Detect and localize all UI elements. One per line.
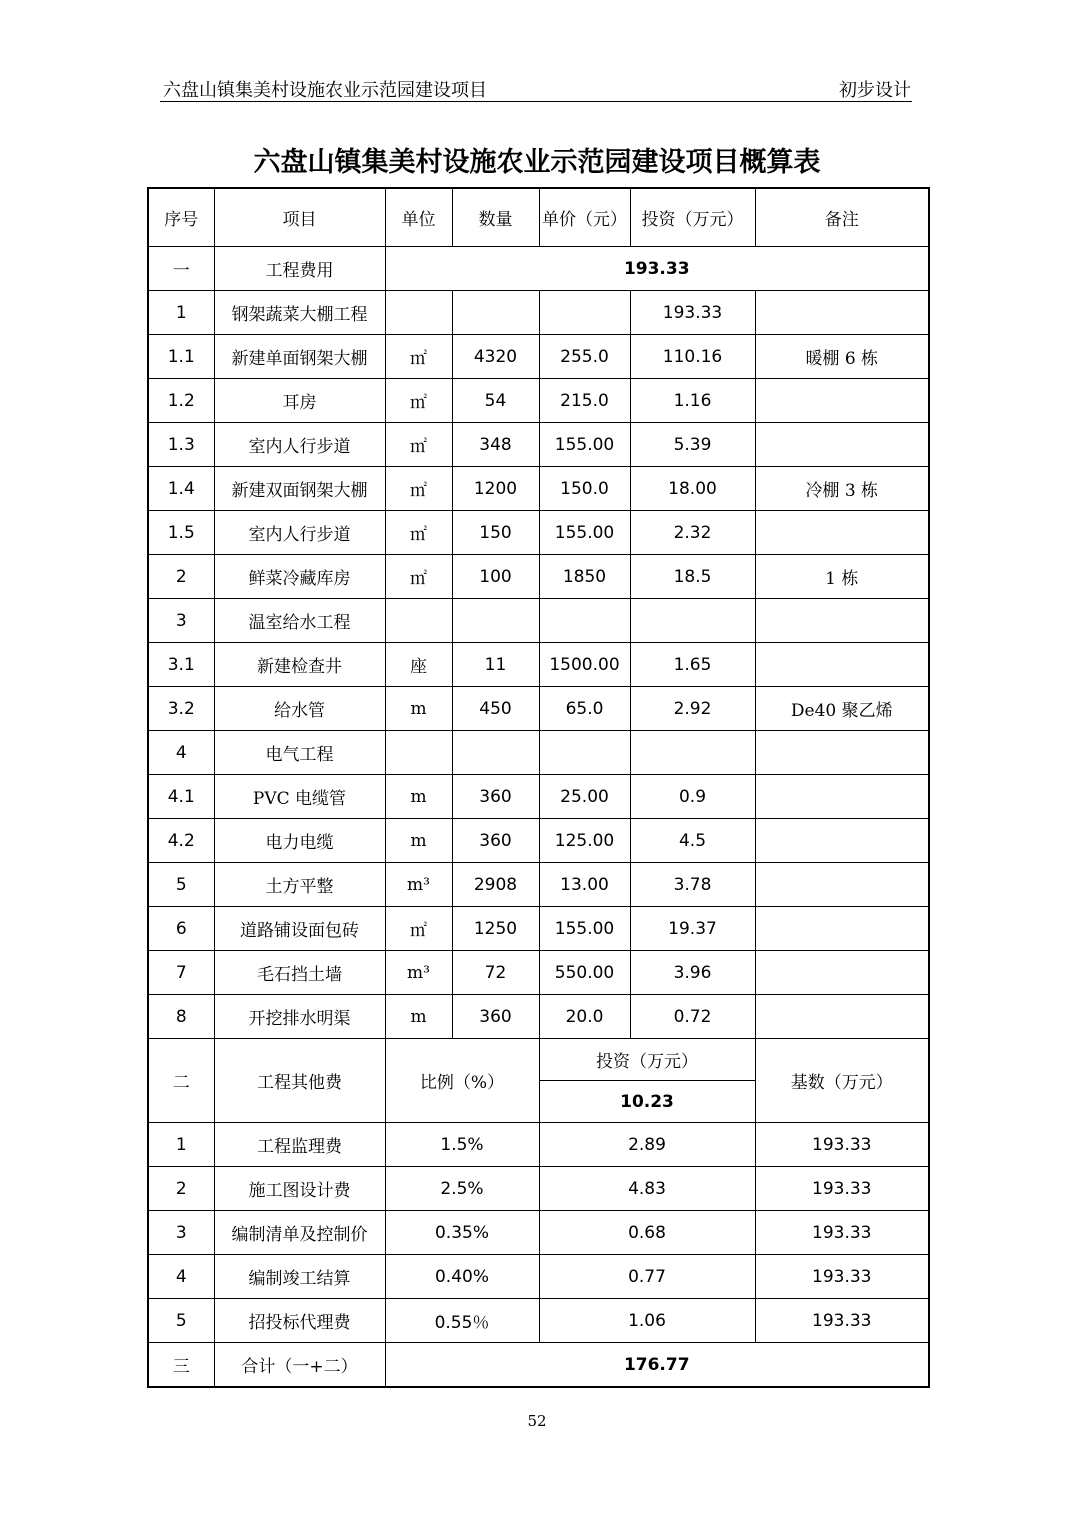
table-row <box>148 687 929 731</box>
item-unit-price: 25.00 <box>539 775 630 819</box>
ratio-header: 比例（%） <box>385 1039 539 1123</box>
item-note: 冷棚 3 栋 <box>755 467 929 511</box>
table-row <box>148 555 929 599</box>
item-quantity <box>452 599 539 643</box>
item-name: 钢架蔬菜大棚工程 <box>214 291 385 335</box>
section-name: 工程其他费 <box>214 1039 385 1123</box>
item-note <box>755 907 929 951</box>
column-header: 序号 <box>148 188 214 247</box>
item-quantity: 1200 <box>452 467 539 511</box>
item-note: 1 栋 <box>755 555 929 599</box>
item-quantity: 4320 <box>452 335 539 379</box>
item-number: 3.2 <box>148 687 214 731</box>
item-ratio: 0.40% <box>385 1255 539 1299</box>
item-quantity: 360 <box>452 995 539 1039</box>
item-unit: ㎡ <box>385 423 452 467</box>
item-name: 给水管 <box>214 687 385 731</box>
table-row <box>148 423 929 467</box>
item-unit-price: 255.0 <box>539 335 630 379</box>
section-row-other-costs <box>148 1039 929 1081</box>
running-header-section: 初步设计 <box>839 80 911 101</box>
item-investment: 4.5 <box>630 819 755 863</box>
item-number: 3.1 <box>148 643 214 687</box>
item-investment: 110.16 <box>630 335 755 379</box>
grand-total: 176.77 <box>385 1343 929 1388</box>
item-note <box>755 599 929 643</box>
item-quantity: 348 <box>452 423 539 467</box>
item-name: 编制竣工结算 <box>214 1255 385 1299</box>
item-name: 温室给水工程 <box>214 599 385 643</box>
item-quantity: 2908 <box>452 863 539 907</box>
column-header: 单价（元） <box>539 188 630 247</box>
item-unit-price <box>539 731 630 775</box>
item-note: 暖棚 6 栋 <box>755 335 929 379</box>
item-number: 7 <box>148 951 214 995</box>
table-row <box>148 643 929 687</box>
page-number: 52 <box>527 1412 547 1430</box>
table-header-row <box>148 188 929 247</box>
item-investment: 3.78 <box>630 863 755 907</box>
item-note <box>755 731 929 775</box>
item-number: 1.3 <box>148 423 214 467</box>
item-investment: 0.77 <box>539 1255 755 1299</box>
item-unit-price: 155.00 <box>539 907 630 951</box>
item-unit-price: 1850 <box>539 555 630 599</box>
table-row <box>148 291 929 335</box>
item-investment: 1.65 <box>630 643 755 687</box>
item-unit-price <box>539 599 630 643</box>
item-unit-price: 20.0 <box>539 995 630 1039</box>
item-quantity: 450 <box>452 687 539 731</box>
item-unit <box>385 599 452 643</box>
item-unit: m <box>385 819 452 863</box>
item-base: 193.33 <box>755 1211 929 1255</box>
item-investment: 0.68 <box>539 1211 755 1255</box>
item-number: 5 <box>148 1299 214 1343</box>
item-base: 193.33 <box>755 1123 929 1167</box>
header-rule <box>160 101 912 102</box>
item-note <box>755 863 929 907</box>
table-row <box>148 1255 929 1299</box>
item-quantity: 72 <box>452 951 539 995</box>
item-number: 2 <box>148 555 214 599</box>
table-row <box>148 731 929 775</box>
item-name: 新建检查井 <box>214 643 385 687</box>
item-unit: m <box>385 995 452 1039</box>
item-unit-price: 155.00 <box>539 511 630 555</box>
item-investment: 18.5 <box>630 555 755 599</box>
table-row <box>148 907 929 951</box>
item-unit: ㎡ <box>385 467 452 511</box>
item-base: 193.33 <box>755 1299 929 1343</box>
item-investment <box>630 731 755 775</box>
table-row <box>148 379 929 423</box>
item-quantity: 54 <box>452 379 539 423</box>
table-row <box>148 863 929 907</box>
item-note <box>755 995 929 1039</box>
item-unit-price: 65.0 <box>539 687 630 731</box>
item-note <box>755 423 929 467</box>
item-investment <box>630 599 755 643</box>
section-name: 合计（一+二） <box>214 1343 385 1388</box>
item-investment: 0.9 <box>630 775 755 819</box>
base-header: 基数（万元） <box>755 1039 929 1123</box>
item-investment: 2.89 <box>539 1123 755 1167</box>
item-unit: m <box>385 775 452 819</box>
item-number: 4 <box>148 1255 214 1299</box>
section-name: 工程费用 <box>214 247 385 291</box>
item-number: 1 <box>148 1123 214 1167</box>
section-row-grand-total <box>148 1343 929 1388</box>
table-row <box>148 467 929 511</box>
item-investment: 4.83 <box>539 1167 755 1211</box>
item-investment: 19.37 <box>630 907 755 951</box>
table-row <box>148 511 929 555</box>
item-unit: m³ <box>385 951 452 995</box>
item-note <box>755 511 929 555</box>
item-unit-price: 150.0 <box>539 467 630 511</box>
item-number: 2 <box>148 1167 214 1211</box>
item-name: 工程监理费 <box>214 1123 385 1167</box>
item-unit-price: 215.0 <box>539 379 630 423</box>
item-ratio: 0.35% <box>385 1211 539 1255</box>
item-unit: ㎡ <box>385 511 452 555</box>
item-number: 1.2 <box>148 379 214 423</box>
item-number: 4.2 <box>148 819 214 863</box>
item-unit-price: 1500.00 <box>539 643 630 687</box>
item-unit: ㎡ <box>385 555 452 599</box>
page-title: 六盘山镇集美村设施农业示范园建设项目概算表 <box>253 147 821 178</box>
item-name: 新建单面钢架大棚 <box>214 335 385 379</box>
section-number: 二 <box>148 1039 214 1123</box>
item-name: 开挖排水明渠 <box>214 995 385 1039</box>
item-base: 193.33 <box>755 1255 929 1299</box>
item-number: 5 <box>148 863 214 907</box>
item-investment: 2.32 <box>630 511 755 555</box>
item-number: 1.5 <box>148 511 214 555</box>
table-row <box>148 819 929 863</box>
table-row <box>148 599 929 643</box>
section-total: 193.33 <box>385 247 929 291</box>
column-header: 投资（万元） <box>630 188 755 247</box>
item-investment: 1.16 <box>630 379 755 423</box>
item-ratio: 1.5% <box>385 1123 539 1167</box>
table-row <box>148 1123 929 1167</box>
item-investment: 5.39 <box>630 423 755 467</box>
table-row <box>148 1299 929 1343</box>
item-number: 6 <box>148 907 214 951</box>
item-name: 电力电缆 <box>214 819 385 863</box>
item-name: 鲜菜冷藏库房 <box>214 555 385 599</box>
item-note <box>755 775 929 819</box>
item-note <box>755 379 929 423</box>
item-unit-price: 155.00 <box>539 423 630 467</box>
column-header: 单位 <box>385 188 452 247</box>
item-unit: 座 <box>385 643 452 687</box>
column-header: 数量 <box>452 188 539 247</box>
item-investment: 3.96 <box>630 951 755 995</box>
item-investment: 0.72 <box>630 995 755 1039</box>
item-unit <box>385 291 452 335</box>
item-unit: ㎡ <box>385 379 452 423</box>
budget-table <box>147 187 930 1388</box>
item-quantity: 1250 <box>452 907 539 951</box>
item-number: 3 <box>148 1211 214 1255</box>
item-ratio: 0.55％ <box>385 1299 539 1343</box>
investment-header: 投资（万元） <box>539 1039 755 1081</box>
item-unit: ㎡ <box>385 907 452 951</box>
item-unit: m <box>385 687 452 731</box>
item-number: 1.1 <box>148 335 214 379</box>
item-name: 道路铺设面包砖 <box>214 907 385 951</box>
item-base: 193.33 <box>755 1167 929 1211</box>
item-name: 招投标代理费 <box>214 1299 385 1343</box>
item-name: 耳房 <box>214 379 385 423</box>
item-quantity: 100 <box>452 555 539 599</box>
item-quantity: 360 <box>452 775 539 819</box>
table-row <box>148 995 929 1039</box>
item-note <box>755 291 929 335</box>
item-name: 电气工程 <box>214 731 385 775</box>
table-row <box>148 775 929 819</box>
item-name: 室内人行步道 <box>214 511 385 555</box>
item-investment: 18.00 <box>630 467 755 511</box>
item-number: 3 <box>148 599 214 643</box>
section-number: 一 <box>148 247 214 291</box>
item-unit-price: 13.00 <box>539 863 630 907</box>
item-ratio: 2.5% <box>385 1167 539 1211</box>
item-number: 4 <box>148 731 214 775</box>
item-unit-price: 125.00 <box>539 819 630 863</box>
item-quantity <box>452 291 539 335</box>
running-header-title: 六盘山镇集美村设施农业示范园建设项目 <box>163 80 487 101</box>
item-name: 室内人行步道 <box>214 423 385 467</box>
item-name: 土方平整 <box>214 863 385 907</box>
table-row <box>148 951 929 995</box>
item-investment: 2.92 <box>630 687 755 731</box>
item-number: 1 <box>148 291 214 335</box>
item-number: 1.4 <box>148 467 214 511</box>
table-row <box>148 335 929 379</box>
item-investment: 1.06 <box>539 1299 755 1343</box>
item-name: 毛石挡土墙 <box>214 951 385 995</box>
item-number: 8 <box>148 995 214 1039</box>
item-number: 4.1 <box>148 775 214 819</box>
section-number: 三 <box>148 1343 214 1388</box>
item-quantity: 150 <box>452 511 539 555</box>
item-name: 新建双面钢架大棚 <box>214 467 385 511</box>
item-quantity: 360 <box>452 819 539 863</box>
item-note <box>755 951 929 995</box>
column-header: 项目 <box>214 188 385 247</box>
item-note <box>755 643 929 687</box>
item-quantity <box>452 731 539 775</box>
section-row-engineering-cost <box>148 247 929 291</box>
column-header: 备注 <box>755 188 929 247</box>
item-name: 施工图设计费 <box>214 1167 385 1211</box>
item-investment: 193.33 <box>630 291 755 335</box>
item-unit-price: 550.00 <box>539 951 630 995</box>
table-row <box>148 1211 929 1255</box>
item-note <box>755 819 929 863</box>
item-unit-price <box>539 291 630 335</box>
section-total: 10.23 <box>539 1081 755 1123</box>
item-note: De40 聚乙烯 <box>755 687 929 731</box>
item-name: 编制清单及控制价 <box>214 1211 385 1255</box>
item-unit <box>385 731 452 775</box>
item-unit: m³ <box>385 863 452 907</box>
item-quantity: 11 <box>452 643 539 687</box>
item-unit: ㎡ <box>385 335 452 379</box>
item-name: PVC 电缆管 <box>214 775 385 819</box>
table-row <box>148 1167 929 1211</box>
